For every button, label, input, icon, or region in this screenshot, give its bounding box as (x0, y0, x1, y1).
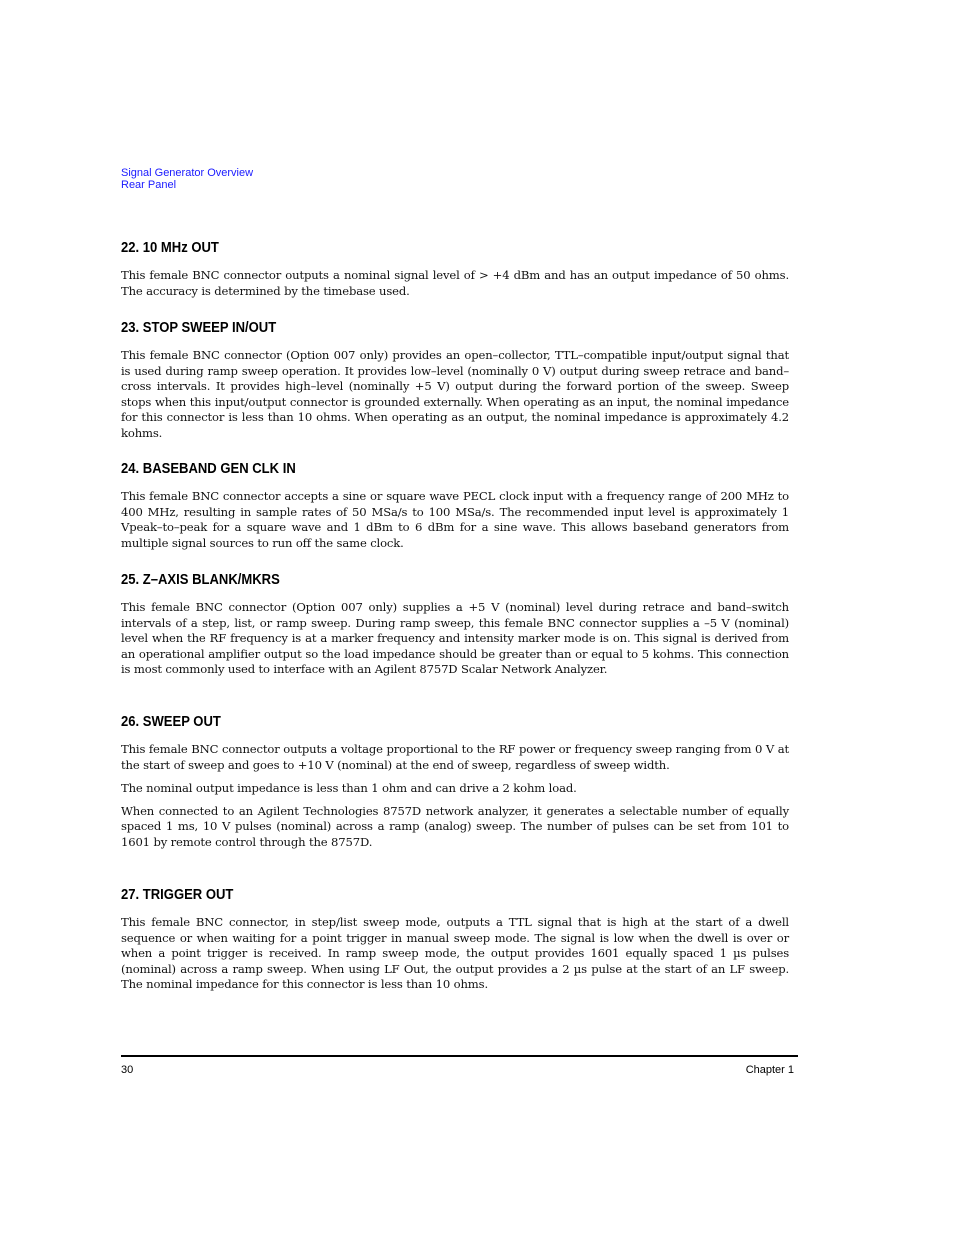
section-title: 27. TRIGGER OUT (121, 887, 234, 903)
page-number: 30 (121, 1064, 134, 1076)
header-section-title: Rear Panel (121, 179, 177, 191)
section-paragraph: This female BNC connector (Option 007 only) supplies a +5 V (nominal) level during retrace and band–switch intervals of a step, list, or ramp sweep. During ramp sweep, this female BNC connector supplies a –5 V (nominal) level when the RF frequency is at a marker frequency and intensity marker mode is on. This signal is derived from an operational amplifier output so the load impedance should be greater than or equal to 5 kohms. This connection is most commonly used to interface with an Agilent 8757D Scalar Network Analyzer. (121, 600, 789, 677)
section-z-axis-blank-mkrs (121, 571, 789, 678)
footer-divider (121, 1055, 798, 1057)
section-paragraph: This female BNC connector (Option 007 only) provides an open–collector, TTL–compatible input/output signal that is used during ramp sweep operation. It provides low–level (nominally 0 V) output during sweep retrace and band–cross intervals. It provides high–level (nominally +5 V) output during the forward portion of the sweep. Sweep stops when this input/output connector is grounded externally. When operating as an input, the nominal impedance for this connector is less than 10 ohms. When operating as an output, the nominal impedance is approximately 4.2 kohms. (121, 348, 789, 440)
chapter-label: Chapter 1 (745, 1064, 794, 1076)
section-sweep-out (121, 713, 789, 851)
section-title: 22. 10 MHz OUT (121, 240, 219, 256)
section-title: 23. STOP SWEEP IN/OUT (121, 320, 277, 336)
section-paragraph: This female BNC connector outputs a nominal signal level of > +4 dBm and has an output impedance of 50 ohms. The accuracy is determined by the timebase used. (121, 268, 789, 298)
section-paragraph: This female BNC connector outputs a voltage proportional to the RF power or frequency sweep ranging from 0 V at the start of sweep and goes to +10 V (nominal) at the end of sweep, regardless of sweep width. (121, 742, 789, 772)
section-paragraph: This female BNC connector, in step/list sweep mode, outputs a TTL signal that is high at the start of a dwell sequence or when waiting for a point trigger in manual sweep mode. The signal is low when the dwell is over or when a point trigger is received. In ramp sweep mode, the output provides 1601 equally spaced 1 µs pulses (nominal) across a ramp sweep. When using LF Out, the output provides a 2 µs pulse at the start of an LF sweep. The nominal impedance for this connector is less than 10 ohms. (121, 915, 789, 992)
header-chapter-title: Signal Generator Overview (121, 167, 254, 179)
section-title: 25. Z–AXIS BLANK/MKRS (121, 572, 280, 588)
section-title: 26. SWEEP OUT (121, 714, 221, 730)
section-paragraph: When connected to an Agilent Technologies 8757D network analyzer, it generates a selectable number of equally spaced 1 ms, 10 V pulses (nominal) across a ramp (analog) sweep. The number of pulses can be set from 101 to 1601 by remote control through the 8757D. (121, 803, 789, 849)
section-paragraph: This female BNC connector accepts a sine or square wave PECL clock input with a frequency range of 200 MHz to 400 MHz, resulting in sample rates of 50 MSa/s to 100 MSa/s. The recommended input level is approximately 1 Vpeak–to–peak for a square wave and 1 dBm to 6 dBm for a sine wave. This allows baseband generators from multiple signal sources to run off the same clock. (121, 489, 789, 550)
section-10mhz-out (121, 239, 789, 299)
running-header (121, 167, 253, 191)
section-trigger-out (121, 886, 789, 993)
section-title: 24. BASEBAND GEN CLK IN (121, 461, 296, 477)
section-paragraph: The nominal output impedance is less than 1 ohm and can drive a 2 kohm load. (121, 780, 577, 795)
section-stop-sweep-in-out (121, 319, 789, 442)
section-baseband-gen-clk-in (121, 460, 789, 551)
